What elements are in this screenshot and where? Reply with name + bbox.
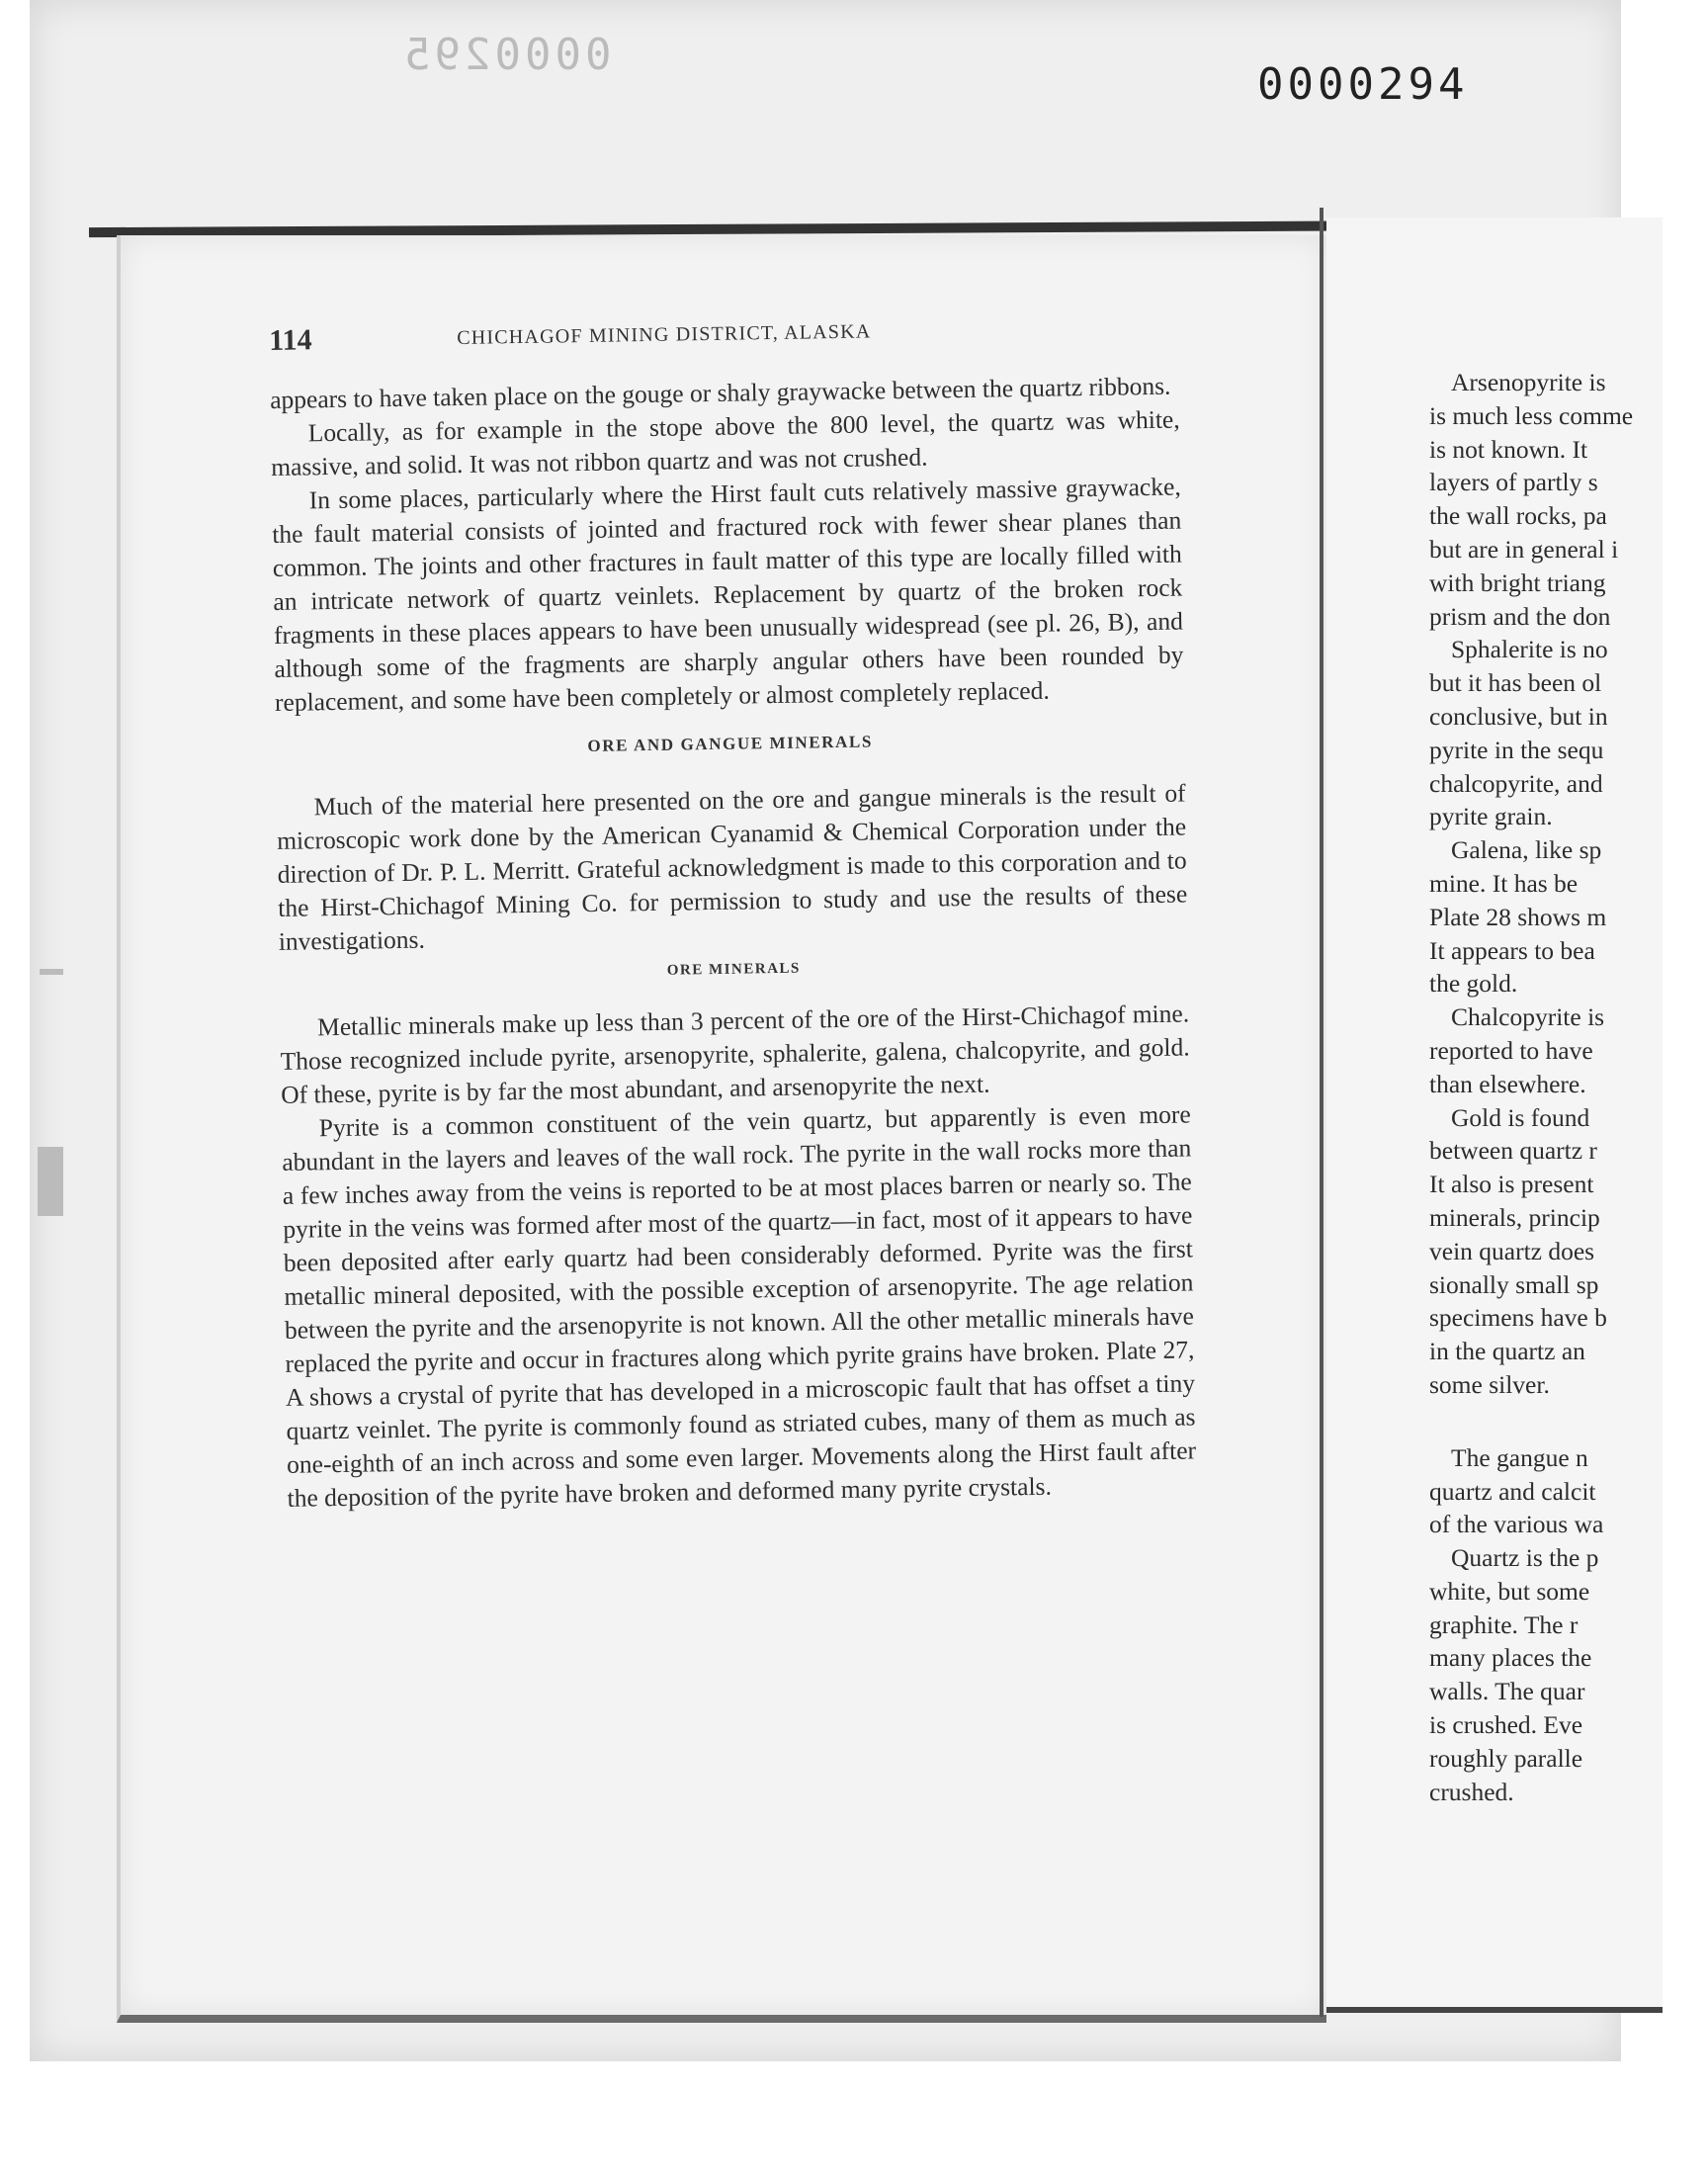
facing-line: conclusive, but in bbox=[1429, 701, 1608, 731]
paragraph: In some places, particularly where the Hirst fault cuts relatively massive graywacke, the fault material consists of jointed and fractured rock with fewer shear planes than common. The joints and other fractures in fault matter of this type are locally filled with an intricate network of quartz veinlets. Replacement by quartz of the broken rock fragments in these places appears to have been unusually widespread (see pl. 26, B), and although some of the fragments are sharply angular others have been rounded by replacement, and some have been completely or almost completely replaced. bbox=[272, 472, 1184, 717]
paragraph: Much of the material here presented on the ore and gangue minerals is the result of microscopic work done by the American Cyanamid & Chemical Corporation under the direction of Dr. P. L. Merritt. Grateful acknowledgment is made to this corporation and to the Hirst-Chichagof Mining Co. for permission to study and use the results of these investigations. bbox=[276, 778, 1188, 956]
facing-block-b bbox=[1429, 1441, 1663, 1809]
facing-line: mine. It has be bbox=[1429, 868, 1579, 898]
facing-line: roughly paralle bbox=[1429, 1743, 1583, 1773]
document-number-stamp: 0000294 bbox=[1257, 59, 1469, 110]
facing-line: is crushed. Eve bbox=[1429, 1710, 1583, 1740]
edge-mark bbox=[38, 1147, 63, 1216]
facing-line: Quartz is the p bbox=[1451, 1543, 1599, 1573]
facing-line: The gangue n bbox=[1451, 1442, 1588, 1472]
facing-line: Sphalerite is no bbox=[1451, 635, 1608, 664]
facing-line: Galena, like sp bbox=[1451, 835, 1602, 865]
facing-line: but are in general i bbox=[1429, 534, 1619, 564]
facing-line: pyrite in the sequ bbox=[1429, 735, 1604, 764]
gutter-divider bbox=[1320, 208, 1324, 2017]
facing-line: sionally small sp bbox=[1429, 1269, 1599, 1299]
facing-line: reported to have bbox=[1429, 1035, 1593, 1065]
facing-line: the gold. bbox=[1429, 969, 1518, 999]
facing-line: graphite. The r bbox=[1429, 1610, 1579, 1639]
paragraph: Pyrite is a common constituent of the vein quartz, but apparently is even more abundant in the layers and leaves of the wall rock. The pyrite in the wall rocks more than a few inches away from the veins is reported to be at most places barren or nearly so. The pyrite in the veins was formed after most of the quartz—in fact, most of it appears to have been deposited after early quartz had been considerably deformed. Pyrite was the first metallic mineral deposited, with the possible exception of arsenopyrite. The age relation between the pyrite and the arsenopyrite is not known. All the other metallic minerals have replaced the pyrite and occur in fractures along which pyrite grains have broken. Plate 27, A shows a crystal of pyrite that has developed in a microscopic fault that has offset a tiny quartz veinlet. The pyrite is commonly found as striated cubes, many of them as much as one-eighth of an inch across and some even larger. Movements along the Hirst fault after the deposition of the pyrite have broken and deformed many pyrite crystals. bbox=[282, 1099, 1197, 1513]
facing-line: pyrite grain. bbox=[1429, 802, 1553, 831]
facing-line: the wall rocks, pa bbox=[1429, 501, 1607, 531]
facing-line: in the quartz an bbox=[1429, 1337, 1585, 1366]
facing-line: vein quartz does bbox=[1429, 1236, 1595, 1265]
facing-line: is much less comme bbox=[1429, 400, 1634, 430]
facing-line: quartz and calcit bbox=[1429, 1476, 1596, 1506]
facing-line: chalcopyrite, and bbox=[1429, 768, 1603, 798]
paragraph: Metallic minerals make up less than 3 percent of the ore of the Hirst-Chichagof mine. Those recognized include pyrite, arsenopyrite, sphalerite, galena, chalcopyrite, and gold. Of these, pyrite is by far the most abundant, and arsenopyrite the next. bbox=[280, 999, 1190, 1109]
facing-block-a bbox=[1429, 366, 1663, 1402]
edge-mark bbox=[40, 969, 63, 975]
facing-line: Chalcopyrite is bbox=[1451, 1002, 1605, 1032]
running-head: CHICHAGOF MINING DISTRICT, ALASKA bbox=[457, 320, 872, 350]
facing-gap bbox=[1429, 1402, 1663, 1441]
facing-line: than elsewhere. bbox=[1429, 1069, 1586, 1098]
facing-line: minerals, princip bbox=[1429, 1202, 1600, 1232]
facing-line: prism and the don bbox=[1429, 601, 1611, 631]
facing-line: white, but some bbox=[1429, 1576, 1590, 1606]
book-page bbox=[117, 235, 1326, 2023]
facing-line: It appears to bea bbox=[1429, 935, 1595, 965]
page-number: 114 bbox=[269, 323, 312, 357]
bleed-through-stamp: 0000295 bbox=[400, 30, 612, 80]
facing-line: between quartz r bbox=[1429, 1136, 1597, 1166]
scanned-sheet bbox=[30, 0, 1634, 2061]
facing-line: many places the bbox=[1429, 1643, 1592, 1673]
facing-line: specimens have b bbox=[1429, 1303, 1607, 1333]
facing-line: layers of partly s bbox=[1429, 468, 1598, 497]
facing-line: but it has been ol bbox=[1429, 668, 1602, 698]
section-heading: ORE AND GANGUE MINERALS bbox=[587, 732, 874, 755]
facing-line: Gold is found bbox=[1451, 1102, 1590, 1132]
page-content bbox=[269, 310, 1197, 1516]
scan-margin bbox=[0, 2061, 1708, 2175]
facing-line: It also is present bbox=[1429, 1170, 1594, 1199]
facing-line: walls. The quar bbox=[1429, 1677, 1585, 1706]
facing-page-text bbox=[1429, 366, 1663, 1808]
facing-page bbox=[1326, 218, 1663, 2013]
facing-line: Plate 28 shows m bbox=[1429, 902, 1607, 931]
facing-line: of the various wa bbox=[1429, 1510, 1604, 1539]
subsection-heading: ORE MINERALS bbox=[666, 960, 801, 979]
facing-line: is not known. It bbox=[1429, 434, 1588, 464]
paragraph: Locally, as for example in the stope above the 800 level, the quartz was white, massive, and solid. It was not ribbon quartz and was not crushed. bbox=[271, 404, 1180, 481]
paragraph: appears to have taken place on the gouge or shaly graywacke between the quartz ribbons. bbox=[269, 371, 1171, 414]
facing-line: with bright triang bbox=[1429, 567, 1606, 597]
facing-line: crushed. bbox=[1429, 1777, 1514, 1806]
facing-line: some silver. bbox=[1429, 1369, 1550, 1399]
facing-line: Arsenopyrite is bbox=[1451, 368, 1606, 396]
